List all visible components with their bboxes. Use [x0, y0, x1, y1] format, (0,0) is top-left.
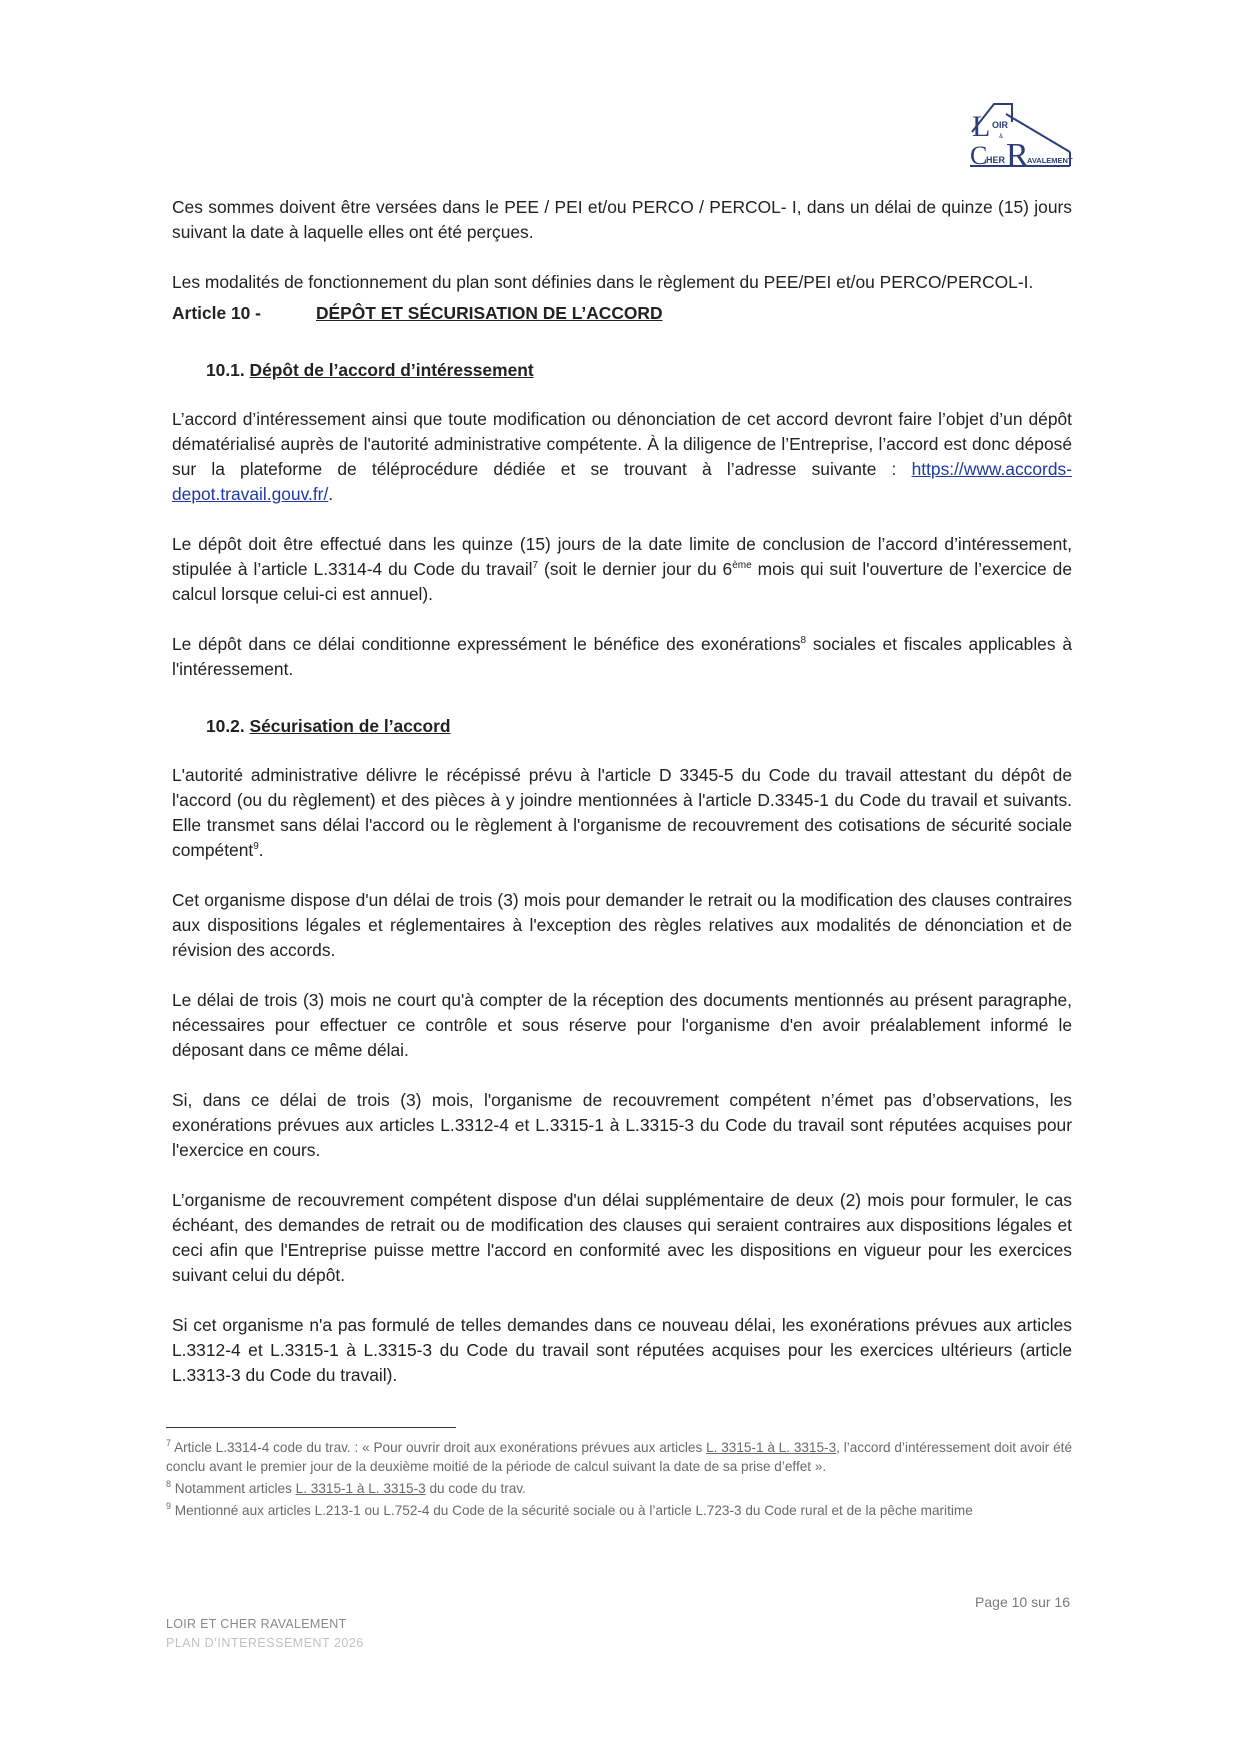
page-body	[172, 195, 1072, 1388]
footnote-number: 7	[166, 1438, 172, 1448]
svg-text:L: L	[972, 110, 991, 143]
paragraph-securisation-4: Si, dans ce délai de trois (3) mois, l'organisme de recouvrement compétent n’émet pas d’observations, les exonérations prévues aux articles L.3312-4 et L.3315-1 à L.3315-3 du Code du travail sont réputées acquises pour l'exercice en cours.	[172, 1090, 1072, 1160]
footnote-number: 9	[166, 1501, 172, 1511]
article-title: DÉPÔT ET SÉCURISATION DE L’ACCORD	[316, 303, 663, 323]
paragraph-securisation-6: Si cet organisme n'a pas formulé de telles demandes dans ce nouveau délai, les exonérations prévues aux articles L.3312-4 et L.3315-1 à L.3315-3 du Code du travail sont réputées acquises pour les exercices ultérieurs (article L.3313-3 du Code du travail).	[172, 1315, 1072, 1385]
svg-text:C: C	[970, 141, 988, 170]
footnote-link[interactable]: L. 3315-1 à L. 3315-3	[706, 1440, 837, 1455]
svg-text:&: &	[999, 134, 1004, 140]
article-number: Article 10 -	[172, 303, 261, 323]
paragraph-text: Le dépôt doit être effectué dans les quinze (15) jours de la date limite de conclusion de l’accord d’intéressement, stipulée à l’article L.3314-4 du Code du travail	[172, 534, 1072, 579]
footnotes	[166, 1438, 1072, 1523]
section-heading-10-1	[206, 358, 1072, 383]
footer-company: LOIR ET CHER RAVALEMENT	[166, 1617, 347, 1631]
footnote-7	[166, 1438, 1072, 1476]
paragraph-text: Le dépôt dans ce délai conditionne expressément le bénéfice des exonérations	[172, 634, 801, 654]
depot-link[interactable]: https://www.accords-depot.travail.gouv.fr/	[172, 459, 1072, 504]
footnote-link[interactable]: L. 3315-1 à L. 3315-3	[295, 1481, 426, 1496]
footnote-9	[166, 1501, 1072, 1520]
paragraph-depot-1	[172, 407, 1072, 507]
paragraph-intro-1: Ces sommes doivent être versées dans le PEE / PEI et/ou PERCO / PERCOL- I, dans un délai de quinze (15) jours suivant la date à laquelle elles ont été perçues.	[172, 197, 1072, 242]
footnote-ref-7: 7	[532, 560, 539, 571]
article-heading	[172, 301, 1072, 326]
footer-document-title: PLAN D’INTERESSEMENT 2026	[166, 1636, 364, 1650]
footnote-8	[166, 1479, 1072, 1498]
footnote-separator	[166, 1427, 456, 1428]
paragraph-text: mois qui suit l'ouverture de l’exercice de calcul lorsque celui-ci est annuel).	[172, 559, 1073, 604]
paragraph-text: L'autorité administrative délivre le récépissé prévu à l'article D 3345-5 du Code du travail attestant du dépôt de l'accord (ou du règlement) et des pièces à y joindre mentionnées à l'article D.3345-1 du Code du travail et suivants. Elle transmet sans délai l'accord ou le règlement à l'organisme de recouvrement des cotisations de sécurité sociale compétent	[172, 765, 1072, 860]
paragraph-securisation-2: Cet organisme dispose d'un délai de trois (3) mois pour demander le retrait ou la modification des clauses contraires aux dispositions légales et réglementaires à l'exception des règles relatives aux modalités de dénonciation et de révision des accords.	[172, 890, 1072, 960]
svg-text:OIR: OIR	[992, 120, 1009, 130]
section-title: Sécurisation de l’accord	[249, 716, 451, 736]
company-logo	[966, 100, 1074, 170]
section-heading-10-2	[206, 714, 1072, 739]
paragraph-securisation-1	[172, 763, 1072, 863]
footnote-text: du code du trav.	[425, 1481, 526, 1496]
svg-text:R: R	[1006, 137, 1029, 170]
footnote-text: , l’accord d’intéressement doit avoir été conclu avant le premier jour de la deuxième moitié de la période de calcul suivant la date de sa prise d’effet ».	[166, 1440, 1072, 1474]
footnote-text: Notamment articles	[171, 1481, 296, 1496]
section-title: Dépôt de l’accord d’intéressement	[249, 360, 534, 380]
paragraph-text: (soit le dernier jour du 6	[538, 559, 733, 579]
paragraph-text: sociales et fiscales applicables à l'intéressement.	[172, 634, 1072, 679]
footnote-text: Mentionné aux articles L.213-1 ou L.752-4 du Code de la sécurité sociale ou à l’article L.723-3 du Code rural et de la pêche maritime	[171, 1503, 973, 1518]
footnote-number: 8	[166, 1479, 172, 1489]
section-number: 10.2.	[206, 716, 245, 736]
paragraph-intro-2: Les modalités de fonctionnement du plan sont définies dans le règlement du PEE/PEI et/ou PERCO/PERCOL-I.	[172, 272, 1034, 292]
paragraph-text: L’accord d’intéressement ainsi que toute modification ou dénonciation de cet accord devront faire l’objet d’un dépôt dématérialisé auprès de l'autorité administrative compétente. À la diligence de l’Entreprise, l’accord est donc déposé sur la plateforme de téléprocédure dédiée et se trouvant à l’adresse suivante :	[172, 409, 1072, 479]
footnote-ref-9: 9	[253, 841, 259, 852]
section-number: 10.1.	[206, 360, 245, 380]
footnote-text: Article L.3314-4 code du trav. : « Pour ouvrir droit aux exonérations prévues aux articles	[171, 1440, 707, 1455]
paragraph-depot-2	[172, 532, 1072, 607]
paragraph-text: .	[328, 484, 334, 504]
paragraph-text: .	[258, 840, 264, 860]
paragraph-securisation-3: Le délai de trois (3) mois ne court qu'à compter de la réception des documents mentionnés au présent paragraphe, nécessaires pour effectuer ce contrôle et sous réserve pour l'organisme d'en avoir préalablement informé le déposant dans ce même délai.	[172, 990, 1072, 1060]
page-number: Page 10 sur 16	[975, 1594, 1070, 1610]
svg-text:HER: HER	[986, 155, 1006, 165]
footnote-ref-8: 8	[800, 635, 807, 646]
paragraph-depot-3	[172, 632, 1072, 682]
paragraph-securisation-5: L’organisme de recouvrement compétent dispose d'un délai supplémentaire de deux (2) mois pour formuler, le cas échéant, des demandes de retrait ou de modification des clauses qui seraient contraires aux dispositions légales et ceci afin que l'Entreprise puisse mettre l'accord en conformité avec les dispositions en vigueur pour les exercices suivant celui du dépôt.	[172, 1190, 1072, 1285]
svg-text:AVALEMENT: AVALEMENT	[1027, 156, 1073, 165]
ordinal-suffix: ème	[732, 560, 752, 571]
